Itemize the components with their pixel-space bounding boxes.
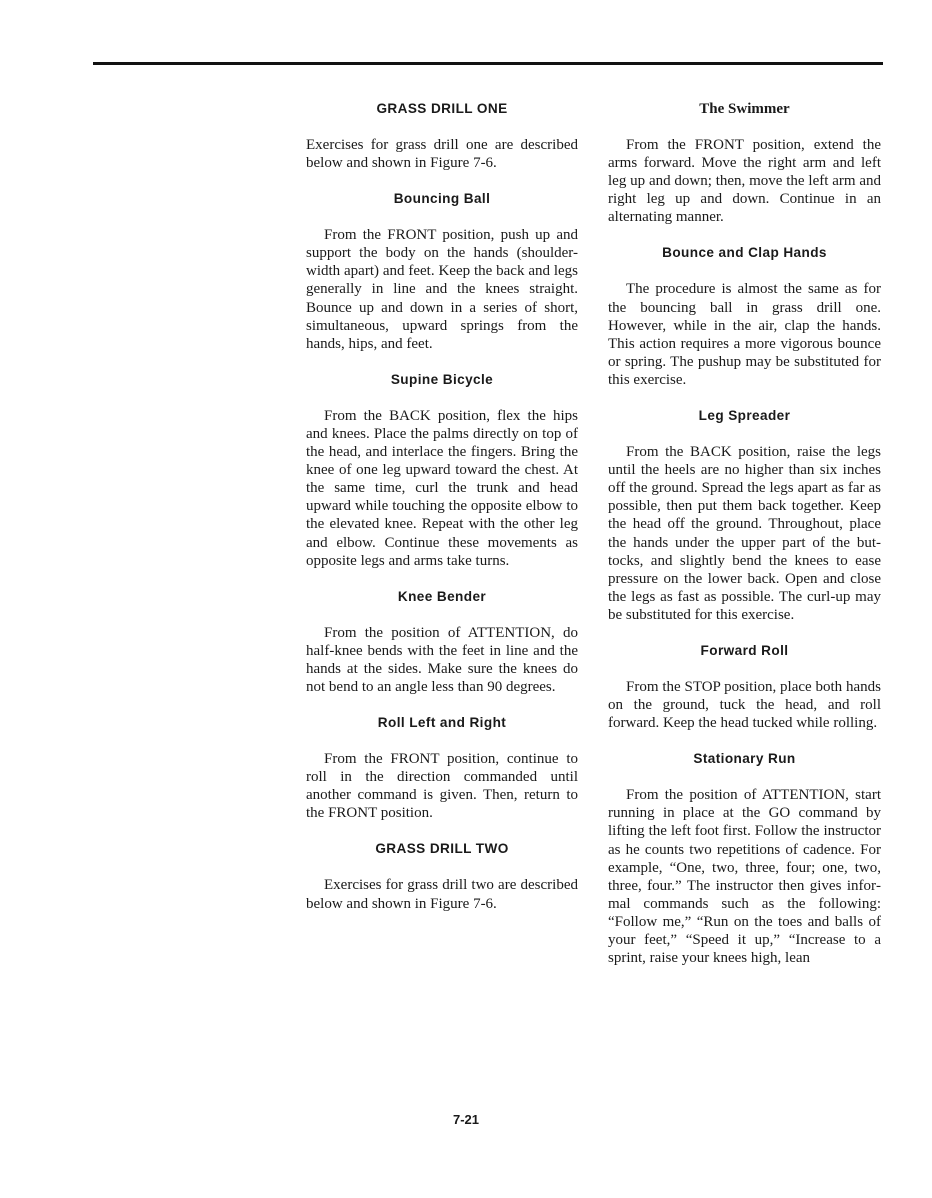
heading-forward-roll: Forward Roll [700,642,789,658]
heading-roll-left-right: Roll Left and Right [377,715,507,731]
heading-leg-spreader: Leg Spreader [698,408,791,424]
right-column [608,100,881,967]
stationary-run-text: From the position of ATTENTION, start running in place at the GO command by lifting the left foot first. Follow the instructor as he counts two repetitions of cadence. For example, “One, two, three, four; one, two, three, four.” The instructor then gives informal commands such as the following: “Follow me,” “Run on the toes and balls of your feet,” “Speed it up,” “Increase to a sprint, raise your knees high, lean [608,787,881,967]
bounce-clap-text: The procedure is almost the same as for the bouncing ball in grass drill one. However, while in the air, clap the hands. This action requires a more vigorous bounce or spring. The pushup may be substituted for this exercise. [608,281,881,388]
knee-bender-text: From the position of ATTENTION, do half-knee bends with the feet in line and the hands at the sides. Make sure the knees do not bend to an angle less than 90 degrees. [306,624,578,695]
heading-grass-drill-two: GRASS DRILL TWO [375,841,509,857]
bouncing-ball-text: From the FRONT position, push up and support the body on the hands (shoulder-width apart) and feet. Keep the back and legs generally in line and the knees straight. Bounce up and down in a series of short, simultaneous, upward springs from the hands, hips, and feet. [306,227,578,352]
roll-left-right-text: From the FRONT position, continue to roll in the direction commanded until another command is given. Then, return to the FRONT position. [306,751,578,822]
heading-bounce-clap: Bounce and Clap Hands [662,245,827,261]
heading-stationary-run: Stationary Run [693,751,796,767]
heading-knee-bender: Knee Bender [397,588,487,604]
grass-drill-one-text: Exercises for grass drill one are described below and shown in Figure 7-6. [306,137,578,172]
swimmer-text: From the FRONT position, extend the arms forward. Move the right arm and left leg up and down; then, move the left arm and right leg up and down. Continue in an alternating manner. [608,137,881,226]
grass-drill-two-text: Exercises for grass drill two are described below and shown in Figure 7-6. [306,877,578,912]
left-column [306,100,578,913]
heading-swimmer: The Swimmer [699,101,790,117]
heading-supine-bicycle: Supine Bicycle [390,371,494,387]
leg-spreader-text: From the BACK position, raise the legs until the heels are no higher than six inches off the ground. Spread the legs apart as far as possible, then put them back together. Keep the head off the ground. Throughout, place the hands under the upper part of the buttocks, and slightly bend the knees to ease pressure on the lower back. Open and close the legs as fast as possible. The curl-up may be substituted for this exercise. [608,444,881,623]
supine-bicycle-text: From the BACK position, flex the hips and knees. Place the palms directly on top of the head, and interlace the fingers. Bring the knee of one leg upward toward the chest. At the same time, curl the trunk and head upward while touching the opposite elbow to the elevated knee. Repeat with the other leg and elbow. Continue these movements as opposite legs and arms take turns. [306,407,578,569]
page-number: 7-21 [452,1112,480,1127]
heading-bouncing-ball: Bouncing Ball [393,191,491,207]
heading-grass-drill-one: GRASS DRILL ONE [376,101,508,116]
forward-roll-text: From the STOP position, place both hands on the ground, tuck the head, and roll forward. Keep the head tucked while rolling. [608,678,881,732]
top-rule [93,62,883,65]
